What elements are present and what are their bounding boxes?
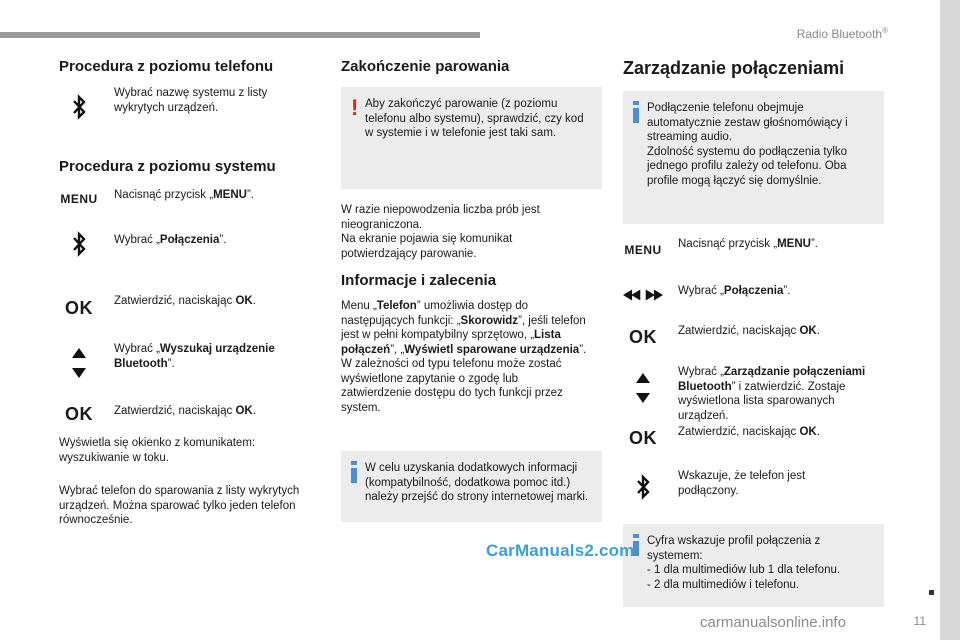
page-number: 11 [913,614,926,628]
step-manage-bluetooth: Wybrać „Zarządzanie połączeniami Bluetooth” i zatwierdzić. Zostaje wyświetlona lista sparowanych urządzeń. [623,365,883,425]
watermark-carmanuals2: CarManuals2.com [486,541,635,560]
info-icon [633,101,639,127]
ok-button-icon: OK [629,327,657,347]
section-title-info: Informacje i zalecenia [341,272,497,289]
bluetooth-icon [59,231,99,257]
left-right-arrows-icon [623,289,663,301]
warning-exclamation-icon: ! [351,95,359,120]
header-rule [0,32,480,38]
step-phone-select: Wybrać nazwę systemu z listy wykrytych urządzeń. [59,86,319,126]
step-manage-ok-2: OK Zatwierdzić, naciskając OK. [623,425,883,449]
section-title-system-procedure: Procedura z poziomu systemu [59,158,276,175]
paragraph-telephone-menu: Menu „Telefon” umożliwia dostęp do następujących funkcji: „Skorowidz”, jeśli telefon jest w pełni kompatybilny sprzętowo, „Lista połączeń”, „Wyświetl sparowane urządzenia”. W zależności od typu telefonu może zostać wyświetlone zapytanie o zgodę lub zatwierdzenie dostępu do tych funkcji przez system. [341,300,587,414]
up-down-arrows-icon [623,371,663,405]
page-edge-bar [940,0,960,640]
info-box-connection: Podłączenie telefonu obejmuje automatycznie zestaw głośnomówiący i streaming audio. Zdolność systemu do podłączenia tylko jednego profilu zależy od telefonu. Oba profile mogą łączyć się domyślnie. [623,91,884,224]
ok-button-icon: OK [65,404,93,424]
paragraph-pairing-fail: W razie niepowodzenia liczba prób jest nieograniczona. Na ekranie pojawia się komunikat potwierdzający parowanie. [341,204,540,260]
section-title-pairing-end: Zakończenie parowania [341,58,510,75]
bluetooth-icon [59,94,99,120]
up-down-arrows-icon [59,346,99,380]
ok-button-icon: OK [629,428,657,448]
paragraph-select-phone: Wybrać telefon do sparowania z listy wykrytych urządzeń. Można sparować tylko jeden telefon równocześnie. [59,485,300,526]
section-title-connection-management: Zarządzanie połączeniami [623,58,845,78]
step-manage-ok-1: OK Zatwierdzić, naciskając OK. [623,324,883,348]
bluetooth-icon [623,474,663,500]
warning-box: ! Aby zakończyć parowanie (z poziomu telefonu albo systemu), sprawdzić, czy kod w systemie i w telefonie jest taki sam. [341,87,602,189]
header-title: Radio Bluetooth® [796,26,888,41]
step-manage-connections: Wybrać „Połączenia”. [623,284,883,308]
step-system-search: Wybrać „Wyszukaj urządzenie Bluetooth”. [59,342,319,382]
step-system-menu: MENU Nacisnąć przycisk „MENU”. [60,189,254,206]
info-box-profile: Cyfra wskazuje profil połączenia z systemem: - 1 dla multimediów lub 1 dla telefonu. - 2 dla multimediów i telefonu. [623,524,884,607]
menu-button-icon: MENU [60,192,98,206]
section-title-phone-procedure: Procedura z poziomu telefonu [59,58,274,75]
ok-button-icon: OK [65,298,93,318]
step-manage-menu: MENU Nacisnąć przycisk „MENU”. [624,238,818,257]
menu-button-icon: MENU [624,243,662,257]
info-box-website: W celu uzyskania dodatkowych informacji (kompatybilność, dodatkowa pomoc itd.) należy przejść do strony internetowej marki. [341,451,602,522]
bullet-square-icon [929,590,934,595]
paragraph-searching: Wyświetla się okienko z komunikatem: wyszukiwanie w toku. [59,437,256,464]
step-system-connections: Wybrać „Połączenia”. [59,233,319,273]
step-system-ok-1: OK Zatwierdzić, naciskając OK. [59,294,319,318]
info-icon [351,461,357,487]
watermark-footer: carmanualsonline.info [700,614,846,631]
step-manage-connected: Wskazuje, że telefon jest podłączony. [623,469,883,509]
step-system-ok-2: OK Zatwierdzić, naciskając OK. [59,404,319,428]
